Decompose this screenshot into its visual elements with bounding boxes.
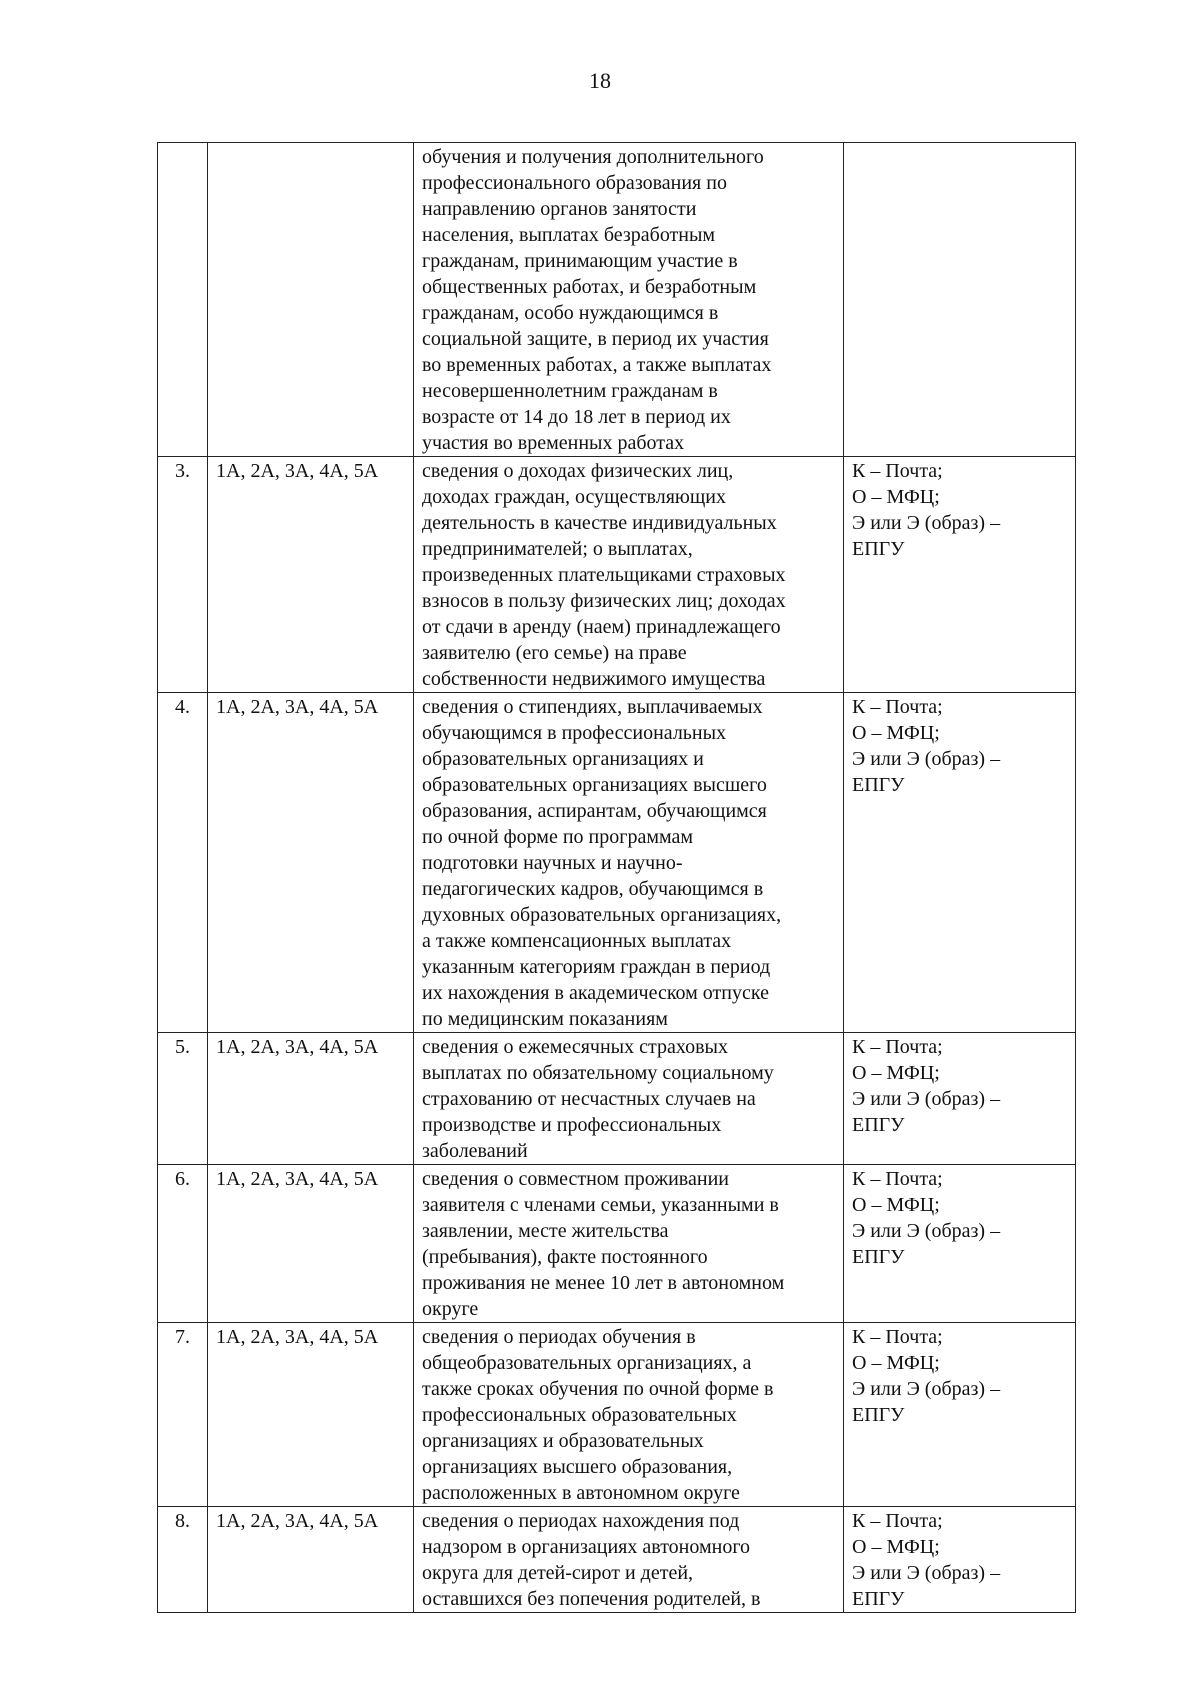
categories-cell xyxy=(208,143,414,457)
categories-cell: 1А, 2А, 3А, 4А, 5А xyxy=(208,1165,414,1323)
method-cell: К – Почта; О – МФЦ; Э или Э (образ) – ЕПГУ xyxy=(844,1033,1076,1165)
categories-cell: 1А, 2А, 3А, 4А, 5А xyxy=(208,693,414,1033)
description-cell: сведения о ежемесячных страховых выплатах по обязательному социальному страхованию от несчастных случаев на производстве и профессиональных заболеваний xyxy=(414,1033,844,1165)
description-cell: сведения о периодах обучения в общеобразовательных организациях, а также сроках обучения по очной форме в профессиональных образовательных организациях и образовательных организациях высшего образования, расположенных в автономном округе xyxy=(414,1323,844,1507)
row-number-cell: 6. xyxy=(158,1165,208,1323)
row-number-cell xyxy=(158,143,208,457)
description-cell: сведения о стипендиях, выплачиваемых обучающимся в профессиональных образовательных организациях и образовательных организациях высшего образования, аспирантам, обучающимся по очной форме по программам подготовки научных и научно- педагогических кадров, обучающимся в духовных образовательных организациях, а также компенсационных выплатах указанным категориям граждан в период их нахождения в академическом отпуске по медицинским показаниям xyxy=(414,693,844,1033)
services-table xyxy=(157,142,1076,1613)
table-row xyxy=(158,693,1076,1033)
table-row xyxy=(158,457,1076,693)
method-cell: К – Почта; О – МФЦ; Э или Э (образ) – ЕПГУ xyxy=(844,457,1076,693)
row-number-cell: 3. xyxy=(158,457,208,693)
row-number-cell: 5. xyxy=(158,1033,208,1165)
method-cell: К – Почта; О – МФЦ; Э или Э (образ) – ЕПГУ xyxy=(844,1165,1076,1323)
row-number-cell: 4. xyxy=(158,693,208,1033)
method-cell: К – Почта; О – МФЦ; Э или Э (образ) – ЕПГУ xyxy=(844,693,1076,1033)
categories-cell: 1А, 2А, 3А, 4А, 5А xyxy=(208,457,414,693)
categories-cell: 1А, 2А, 3А, 4А, 5А xyxy=(208,1033,414,1165)
method-cell: К – Почта; О – МФЦ; Э или Э (образ) – ЕПГУ xyxy=(844,1323,1076,1507)
description-cell: сведения о совместном проживании заявителя с членами семьи, указанными в заявлении, месте жительства (пребывания), факте постоянного проживания не менее 10 лет в автономном округе xyxy=(414,1165,844,1323)
description-cell: сведения о периодах нахождения под надзором в организациях автономного округа для детей-сирот и детей, оставшихся без попечения родителей, в xyxy=(414,1507,844,1613)
table-row xyxy=(158,1033,1076,1165)
method-cell: К – Почта; О – МФЦ; Э или Э (образ) – ЕПГУ xyxy=(844,1507,1076,1613)
method-cell xyxy=(844,143,1076,457)
description-cell: сведения о доходах физических лиц, доходах граждан, осуществляющих деятельность в качестве индивидуальных предпринимателей; о выплатах, произведенных плательщиками страховых взносов в пользу физических лиц; доходах от сдачи в аренду (наем) принадлежащего заявителю (его семье) на праве собственности недвижимого имущества xyxy=(414,457,844,693)
page-number: 18 xyxy=(589,68,611,93)
row-number-cell: 8. xyxy=(158,1507,208,1613)
categories-cell: 1А, 2А, 3А, 4А, 5А xyxy=(208,1507,414,1613)
table-row xyxy=(158,1507,1076,1613)
description-cell: обучения и получения дополнительного профессионального образования по направлению органов занятости населения, выплатах безработным гражданам, принимающим участие в общественных работах, и безработным гражданам, особо нуждающимся в социальной защите, в период их участия во временных работах, а также выплатах несовершеннолетним гражданам в возрасте от 14 до 18 лет в период их участия во временных работах xyxy=(414,143,844,457)
table-row xyxy=(158,143,1076,457)
categories-cell: 1А, 2А, 3А, 4А, 5А xyxy=(208,1323,414,1507)
table-row xyxy=(158,1165,1076,1323)
row-number-cell: 7. xyxy=(158,1323,208,1507)
table-row xyxy=(158,1323,1076,1507)
